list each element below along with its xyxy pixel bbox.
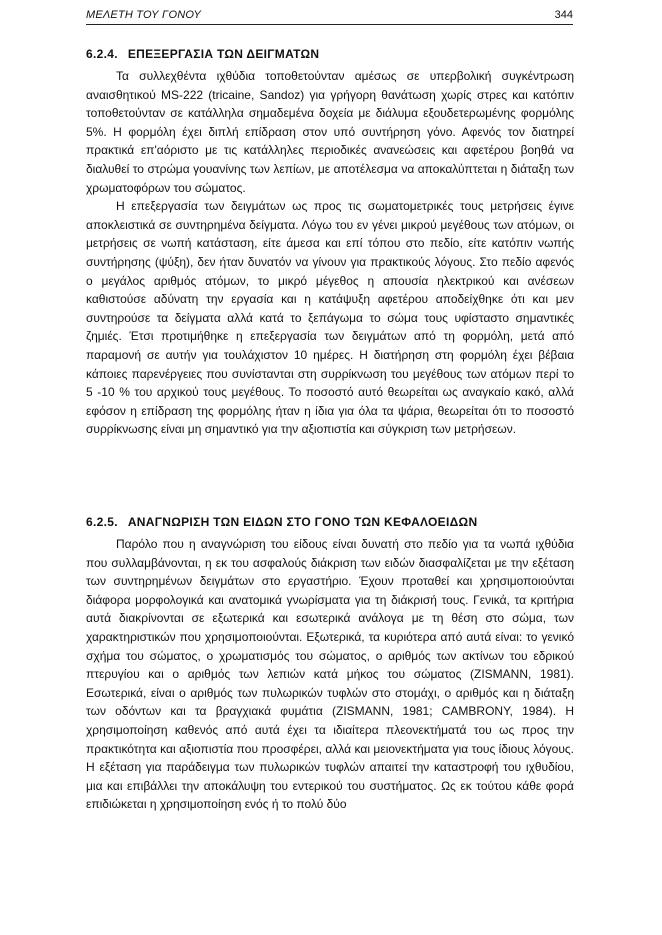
section-heading [86,515,574,529]
section-title: ΕΠΕΞΕΡΓΑΣΙΑ ΤΩΝ ΔΕΙΓΜΑΤΩΝ [127,47,320,61]
section-6-2-4 [86,47,574,439]
running-header [86,8,573,25]
running-header-title: ΜΕΛΕΤΗ ΤΟΥ ΓΟΝΟΥ [86,9,202,21]
section-number: 6.2.4. [86,47,118,61]
section-6-2-5 [86,515,574,814]
section-heading [86,47,574,61]
paragraph: Τα συλλεχθέντα ιχθύδια τοποθετούνταν αμέσως σε υπερβολική συγκέντρωση αναισθητικού MS-222 (tricaine, Sandoz) για γρήγορη θανάτωση χωρίς στρες και κατόπιν τοποθετούνταν σε κατάλληλα σημαδεμένα δοχεία με διάλυμα εξουδετερωμένης φορμόλης 5%. Η φορμόλη έχει διπλή επίδραση στον υπό συντήρηση γόνο. Αφενός τον διατηρεί πρακτικά επ'αόριστο με τις κατάλληλες περιοδικές ανανεώσεις και αφετέρου βοηθά να διαλυθεί το στρώμα γουανίνης των λεπίων, με αποτέλεσμα να αποκαλύπτεται η διάταξη των χρωματοφόρων του σώματος. [86,69,574,195]
paragraph: Παρόλο που η αναγνώριση του είδους είναι δυνατή στο πεδίο για τα νωπά ιχθύδια που συλλαμβάνονται, η εκ του ασφαλούς διάκριση των ειδών διασφαλίζεται με την εξέταση των συντηρημένων δειγμάτων στο εργαστήριο. Έχουν προταθεί και χρησιμοποιούνται διάφορα μορφολογικά και ανατομικά γνωρίσματα για τη διάκρισή τους. Γενικά, τα κριτήρια αυτά διακρίνονται σε εξωτερικά και εσωτερικά ανάλογα με τη θέση στο σώμα, των χαρακτηριστικών που χρησιμοποιούνται. Εξωτερικά, τα κυριότερα από αυτά είναι: το γενικό σχήμα του σώματος, ο χρωματισμός του σώματος, ο αριθμός των ακτίνων του εδρικού πτερυγίου και ο αριθμός των λεπιών κατά μήκος του σώματος (ZISMANN, 1981). Εσωτερικά, είναι ο αριθμός των πυλωρικών τυφλών στο στομάχι, ο αριθμός και η διάταξη των οδόντων και τα βραγχιακά φυμάτια (ZISMANN, 1981; CAMBRONY, 1984). Η χρησιμοποίηση καθενός από αυτά έχει τα ιδιαίτερα πλεονεκτήματά του ως προς την πρακτικότητα και αξιοπιστία που προσφέρει, αλλά και μειονεκτήματα για τους ίδιους λόγους. Η εξέταση για παράδειγμα των πυλωρικών τυφλών απαιτεί την καταστροφή του ιχθυδίου, μια και επιβάλλει την αποκάλυψη του εντερικού του συστήματος. Ως εκ τούτου κάθε φορά επιδιώκεται η χρησιμοποίηση ενός ή το πολύ δύο [86,537,574,812]
page-number: 344 [554,9,573,21]
section-title: ΑΝΑΓΝΩΡΙΣΗ ΤΩΝ ΕΙΔΩΝ ΣΤΟ ΓΟΝΟ ΤΩΝ ΚΕΦΑΛΟΕΙΔΩΝ [127,515,478,529]
paragraph: Η επεξεργασία των δειγμάτων ως προς τις σωματομετρικές τους μετρήσεις έγινε αποκλειστικά σε συντηρημένα δείγματα. Λόγω του εν γένει μικρού μεγέθους των ατόμων, οι μετρήσεις σε νωπή κατάσταση, είτε άμεσα και επί τόπου στο πεδίο, είτε κατόπιν νωπής συντήρησης (ψύξη), δεν ήταν δυνατόν να γίνουν για πρακτικούς λόγους. Στο πεδίο αφενός ο μεγάλος αριθμός ατόμων, το μικρό μέγεθος η απουσία ηλεκτρικού και ανέσεων καθιστούσε αδύνατη την εργασία και η κατάψυξη αφετέρου αποδείχθηκε ότι και μεν συντηρούσε τα δείγματα αλλά κατά το ξεπάγωμα το σώμα τους υφίσταστο σημαντικές ζημιές. Έτσι προτιμήθηκε η επεξεργασία των δειγμάτων από τη φορμόλη, μετά από παραμονή σε αυτήν για τουλάχιστον 10 ημέρες. Η διατήρηση στη φορμόλη έχει βέβαια κάποιες παρενέργειες που συνίστανται στη συρρίκνωση του μεγέθους των ατόμων περί το 5 -10 % του αρχικού τους μεγέθους. Το ποσοστό αυτό θεωρείται ως αναγκαίο κακό, αλλά εφόσον η επίδραση της φορμόλης ήταν η ίδια για όλα τα ψάρια, θεωρείται ότι το ποσοστό συρρίκνωσης είναι μη σημαντικό για την αξιοπιστία και σύγκριση των μετρήσεων. [86,199,574,437]
section-number: 6.2.5. [86,515,118,529]
